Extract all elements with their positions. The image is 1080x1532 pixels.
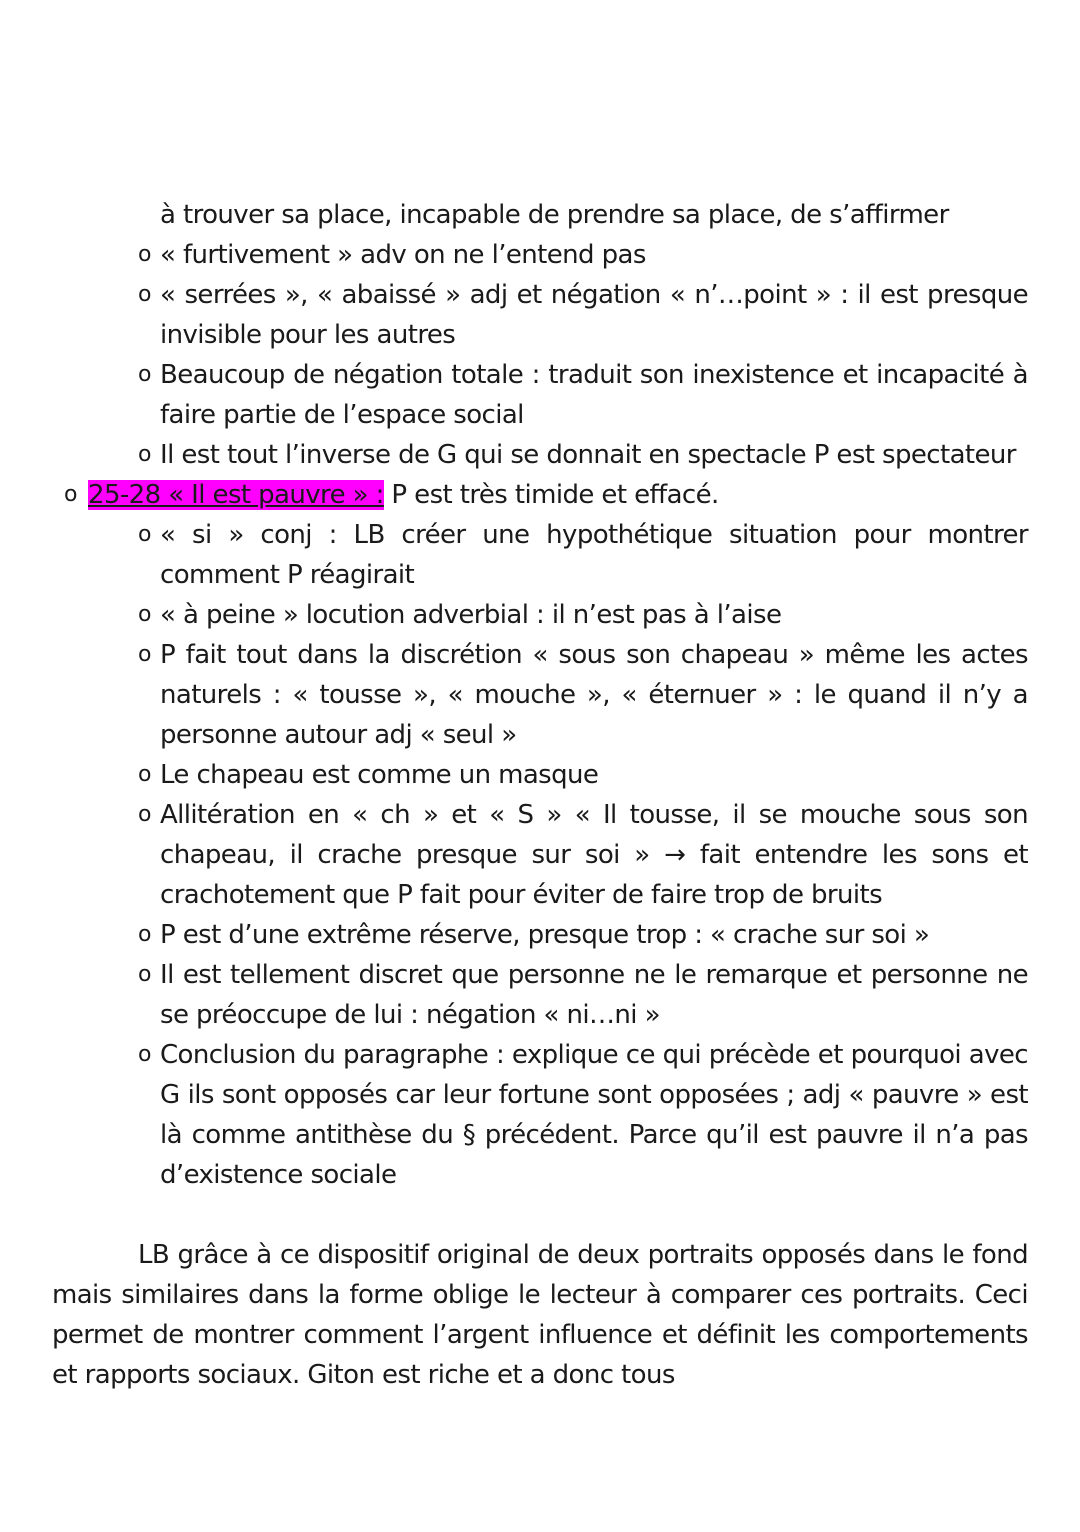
list-item	[0, 955, 1080, 1035]
list-item-text: Conclusion du paragraphe : explique ce qui précède et pourquoi avec G ils sont opposés car leur fortune sont opposées ; adj « pauvre » est là comme antithèse du § précédent. Parce qu’il est pauvre il n’a pas d’existence sociale	[160, 1040, 1028, 1190]
bullet-marker: o	[138, 642, 151, 667]
bullet-marker: o	[138, 602, 151, 627]
list-item	[0, 435, 1080, 475]
list-item	[0, 795, 1080, 915]
list-item-text: P est d’une extrême réserve, presque trop : « crache sur soi »	[160, 920, 930, 950]
list-item	[0, 515, 1080, 595]
list-item-text: Il est tout l’inverse de G qui se donnait en spectacle P est spectateur	[160, 440, 1016, 470]
list-item	[0, 755, 1080, 795]
conclusion-paragraph: LB grâce à ce dispositif original de deux portraits opposés dans le fond mais similaires dans la forme oblige le lecteur à comparer ces portraits. Ceci permet de montrer comment l’argent influence et définit les comportements et rapports sociaux. Giton est riche et a donc tous	[52, 1240, 1028, 1390]
bullet-list-1	[0, 235, 1080, 475]
document-page	[0, 195, 1080, 1395]
bullet-marker: o	[138, 1042, 151, 1067]
bullet-marker: o	[138, 242, 151, 267]
list-item	[0, 595, 1080, 635]
list-item-text: Beaucoup de négation totale : traduit son inexistence et incapacité à faire partie de l’espace social	[160, 360, 1028, 430]
list-item-text: « furtivement » adv on ne l’entend pas	[160, 240, 646, 270]
list-item-text: Allitération en « ch » et « S » « Il tousse, il se mouche sous son chapeau, il crache presque sur soi » → fait entendre les sons et crachotement que P fait pour éviter de faire trop de bruits	[160, 800, 1028, 910]
highlighted-line-reference: 25-28 « Il est pauvre » :	[88, 480, 384, 510]
continuation-line: à trouver sa place, incapable de prendre sa place, de s’affirmer	[160, 200, 949, 230]
list-item-text: « à peine » locution adverbial : il n’est pas à l’aise	[160, 600, 782, 630]
list-item	[0, 235, 1080, 275]
section-heading-text: P est très timide et effacé.	[383, 480, 719, 510]
list-item	[0, 355, 1080, 435]
bullet-marker: o	[138, 962, 151, 987]
bullet-marker: o	[64, 482, 77, 507]
bullet-list-2	[0, 515, 1080, 1195]
list-item	[0, 275, 1080, 355]
bullet-marker: o	[138, 922, 151, 947]
bullet-marker: o	[138, 362, 151, 387]
list-item-text: Il est tellement discret que personne ne le remarque et personne ne se préoccupe de lui : négation « ni…ni »	[160, 960, 1028, 1030]
bullet-marker: o	[138, 522, 151, 547]
list-item-text: « serrées », « abaissé » adj et négation « n’…point » : il est presque invisible pour les autres	[160, 280, 1028, 350]
list-item-text: Le chapeau est comme un masque	[160, 760, 599, 790]
list-item-text: « si » conj : LB créer une hypothétique situation pour montrer comment P réagirait	[160, 520, 1028, 590]
bullet-marker: o	[138, 282, 151, 307]
list-item	[0, 915, 1080, 955]
list-item	[0, 635, 1080, 755]
list-item-text: P fait tout dans la discrétion « sous son chapeau » même les actes naturels : « tousse », « mouche », « éternuer » : le quand il n’y a personne autour adj « seul »	[160, 640, 1028, 750]
section-heading	[0, 475, 1080, 515]
list-item	[0, 1035, 1080, 1195]
bullet-marker: o	[138, 762, 151, 787]
bullet-marker: o	[138, 802, 151, 827]
bullet-marker: o	[138, 442, 151, 467]
